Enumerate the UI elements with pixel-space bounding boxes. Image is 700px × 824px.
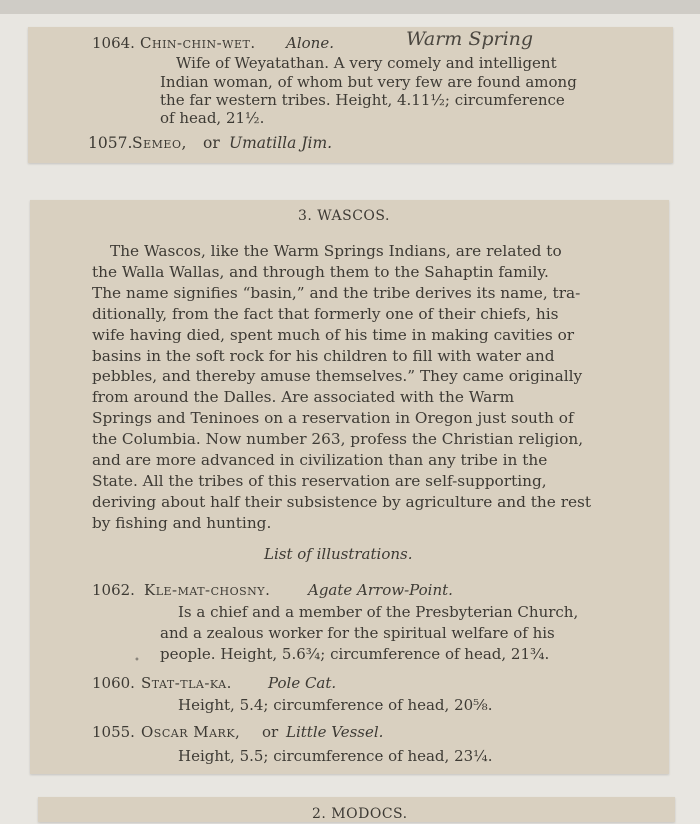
- entry-number: 1057.: [88, 134, 133, 152]
- paper-speck: •: [134, 655, 140, 666]
- entry-name: Stat-tla-ka.: [141, 674, 232, 692]
- entry-line: Is a chief and a member of the Presbyterian Church,: [178, 603, 579, 621]
- paragraph-line: wife having died, spent much of his time in making cavities or: [92, 325, 575, 344]
- paragraph-line: and are more advanced in civilization than any tribe in the: [92, 451, 548, 470]
- entry-number: 1064.: [92, 34, 135, 52]
- entry-connector: or: [203, 134, 220, 152]
- entry-line: Indian woman, of whom but very few are found among: [160, 73, 577, 91]
- clipping-entry-1064: [28, 27, 673, 163]
- paragraph-line: The Wascos, like the Warm Springs Indians, are related to: [110, 242, 562, 260]
- entry-title: Pole Cat.: [268, 674, 337, 692]
- list-heading: List of illustrations.: [264, 545, 413, 563]
- entry-number: 1055.: [92, 723, 135, 741]
- entry-number: 1060.: [92, 674, 135, 692]
- entry-line: and a zealous worker for the spiritual welfare of his: [160, 624, 555, 642]
- entry-name: Chin-chin-wet.: [140, 34, 256, 52]
- entry-line: Wife of Weyatathan. A very comely and intelligent: [176, 54, 557, 72]
- entry-title: Agate Arrow-Point.: [308, 581, 453, 599]
- paragraph-line: deriving about half their subsistence by agriculture and the rest: [92, 492, 592, 511]
- entry-connector: or: [262, 723, 279, 741]
- paragraph-line: The name signifies “basin,” and the tribe derives its name, tra-: [92, 283, 581, 302]
- paragraph-line: basins in the soft rock for his children to fill with water and: [92, 346, 555, 365]
- paragraph-line: ditionally, from the fact that formerly one of their chiefs, his: [92, 304, 559, 323]
- album-page-edge: [0, 0, 700, 14]
- paragraph-line: by fishing and hunting.: [92, 513, 272, 532]
- entry-name: Kle-mat-chosny.: [144, 581, 271, 599]
- entry-number: 1062.: [92, 581, 135, 599]
- entry-title: Little Vessel.: [286, 723, 384, 741]
- entry-name: Semeo,: [132, 134, 187, 152]
- section-heading: 2. MODOCS.: [312, 806, 408, 822]
- entry-title: Umatilla Jim.: [229, 134, 333, 152]
- entry-name: Oscar Mark,: [141, 723, 241, 741]
- entry-line: Height, 5.5; circumference of head, 23¼.: [178, 747, 493, 765]
- paragraph-line: State. All the tribes of this reservation are self-supporting,: [92, 471, 547, 490]
- clipping-wascos-section: [30, 200, 669, 774]
- entry-title: Alone.: [286, 34, 334, 52]
- entry-line: Height, 5.4; circumference of head, 20⅝.: [178, 696, 493, 714]
- clipping-modocs-section: [38, 797, 675, 822]
- paragraph-line: the Walla Wallas, and through them to the Sahaptin family.: [92, 262, 549, 281]
- paragraph-line: pebbles, and thereby amuse themselves.” They came originally: [92, 367, 583, 386]
- paragraph-line: from around the Dalles. Are associated with the Warm: [92, 388, 515, 407]
- section-paragraph: [92, 241, 596, 534]
- paragraph-line: the Columbia. Now number 263, profess the Christian religion,: [92, 430, 584, 449]
- entry-line: people. Height, 5.6¾; circumference of head, 21¾.: [160, 645, 550, 663]
- handwritten-note: Warm Spring: [406, 28, 534, 50]
- section-heading: 3. WASCOS.: [298, 208, 390, 224]
- entry-line: of head, 21½.: [160, 109, 265, 127]
- paragraph-line: Springs and Teninoes on a reservation in Oregon just south of: [92, 409, 574, 428]
- entry-line: the far western tribes. Height, 4.11½; circumference: [160, 91, 565, 109]
